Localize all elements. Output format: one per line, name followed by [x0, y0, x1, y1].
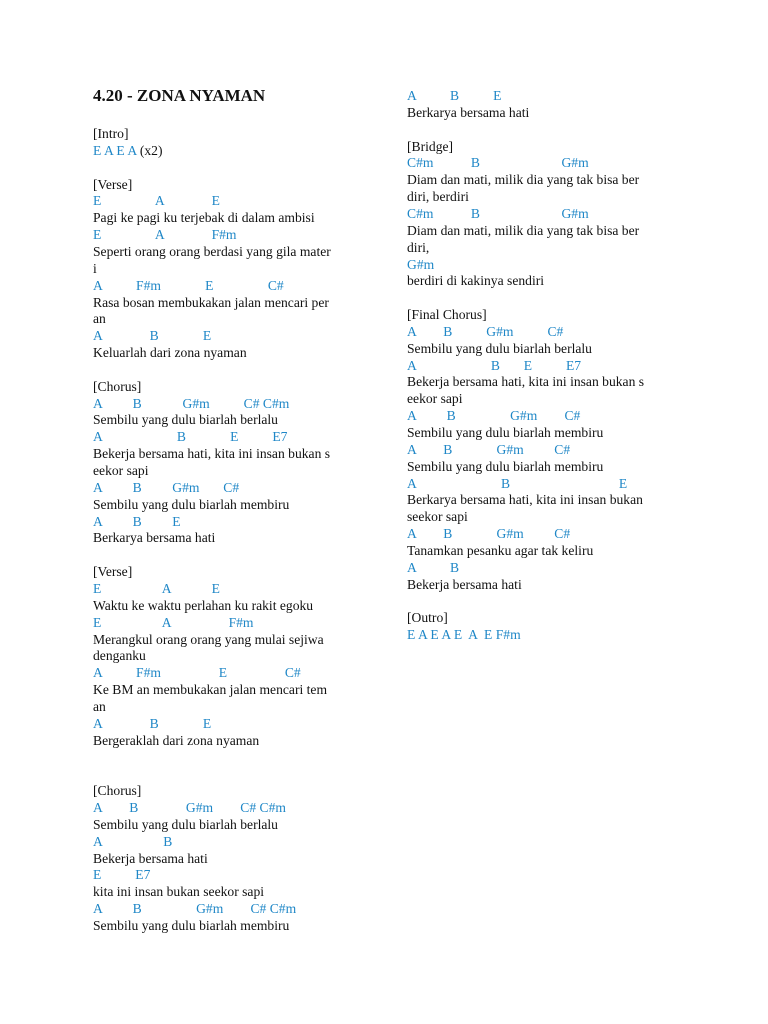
bridge-label: [Bridge]: [407, 138, 454, 154]
chord-line: A B G#m C#: [93, 479, 240, 495]
lyric-line: seekor sapi: [407, 509, 468, 525]
lyric-line: kita ini insan bukan seekor sapi: [93, 884, 265, 900]
intro-chords: E A E A: [93, 142, 137, 158]
lyric-line: an: [93, 698, 106, 714]
lyric-line: Sembilu yang dulu biarlah berlalu: [93, 412, 278, 428]
chord-line: A B G#m C#: [407, 323, 564, 339]
chord-line: A B G#m C# C#m: [93, 800, 286, 815]
lyric-line: Berkarya bersama hati: [407, 104, 530, 120]
intro-line: [93, 142, 162, 159]
verse2-label: [Verse]: [93, 564, 133, 580]
chord-line: A B G#m C#: [407, 441, 571, 457]
chord-line: A B G#m C#: [407, 526, 571, 542]
lyric-line: Diam dan mati, milik dia yang tak bisa ber: [407, 222, 640, 238]
lyric-line: Sembilu yang dulu biarlah berlalu: [407, 340, 592, 356]
intro-label: [Intro]: [93, 126, 129, 141]
chord-line: A B E E7: [407, 357, 582, 373]
lyric-line: an: [93, 311, 106, 327]
lyric-line: Bekerja bersama hati: [407, 576, 522, 592]
lyric-line: Keluarlah dari zona nyaman: [93, 345, 247, 361]
chord-line: A B E: [407, 88, 502, 103]
chord-line: A B G#m C#: [407, 408, 581, 424]
lyric-line: Tanamkan pesanku agar tak keliru: [407, 542, 594, 558]
chord-line: A F#m E C#: [93, 665, 301, 681]
chord-line: A B: [93, 833, 173, 849]
lyric-line: eekor sapi: [93, 463, 149, 478]
chord-line: A B E: [407, 475, 628, 491]
lyric-line: Bergeraklah dari zona nyaman: [93, 732, 260, 748]
outro-chords: E A E A E A E F#m: [407, 627, 521, 643]
lyric-line: Diam dan mati, milik dia yang tak bisa ber: [407, 172, 640, 188]
verse1-label: [Verse]: [93, 176, 133, 192]
lyric-line: Merangkul orang orang yang mulai sejiwa: [93, 631, 324, 647]
lyric-line: diri,: [407, 239, 430, 255]
lyric-line: berdiri di kakinya sendiri: [407, 273, 545, 289]
lyric-line: Rasa bosan membukakan jalan mencari per: [93, 294, 329, 310]
lyric-line: i: [93, 260, 97, 276]
lyric-line: Berkarya bersama hati, kita ini insan bukan: [407, 492, 643, 508]
final-chorus-label: [Final Chorus]: [407, 307, 487, 323]
chord-line: A B E: [93, 513, 181, 529]
lyric-line: Bekerja bersama hati, kita ini insan bukan s: [407, 374, 645, 390]
chord-line: C#m B G#m: [407, 155, 589, 171]
lyric-line: Ke BM an membukakan jalan mencari tem: [93, 682, 328, 698]
lyric-line: eekor sapi: [407, 391, 463, 407]
lyric-line: Bekerja bersama hati, kita ini insan bukan s: [93, 446, 331, 462]
chord-line: E E7: [93, 867, 151, 883]
lyric-line: Sembilu yang dulu biarlah membiru: [93, 917, 290, 933]
chord-line: A B E: [93, 715, 212, 731]
chord-line: E A E: [93, 580, 220, 596]
intro-repeat: (x2): [136, 142, 163, 158]
chord-line: E A F#m: [93, 227, 237, 243]
lyric-line: Sembilu yang dulu biarlah membiru: [93, 496, 290, 512]
lyric-line: Sembilu yang dulu biarlah berlalu: [93, 816, 278, 832]
lyric-line: Bekerja bersama hati: [93, 850, 208, 866]
lyric-line: Berkarya bersama hati: [93, 530, 216, 546]
lyric-line: Sembilu yang dulu biarlah membiru: [407, 425, 604, 440]
song-title: 4.20 - ZONA NYAMAN: [93, 86, 266, 105]
lyric-line: diri, berdiri: [407, 189, 469, 205]
chord-line: E A E: [93, 193, 220, 209]
chord-line: G#m: [407, 256, 435, 272]
chord-line: C#m B G#m: [407, 205, 589, 221]
lyric-line: Sembilu yang dulu biarlah membiru: [407, 458, 604, 474]
lyric-line: denganku: [93, 648, 146, 664]
chord-line: A F#m E C#: [93, 277, 284, 293]
chorus1-label: [Chorus]: [93, 378, 142, 394]
chord-line: E A F#m: [93, 614, 254, 630]
chord-line: A B E E7: [93, 429, 288, 445]
lyric-line: Waktu ke waktu perlahan ku rakit egoku: [93, 597, 314, 613]
chord-line: A B: [407, 559, 460, 575]
chord-line: A B G#m C# C#m: [93, 901, 297, 917]
chorus2-label: [Chorus]: [93, 783, 142, 799]
outro-label: [Outro]: [407, 610, 448, 626]
lyric-line: Pagi ke pagi ku terjebak di dalam ambisi: [93, 210, 315, 226]
chord-line: A B G#m C# C#m: [93, 395, 290, 411]
lyric-line: Seperti orang orang berdasi yang gila mater: [93, 243, 331, 259]
chord-line: A B E: [93, 328, 212, 344]
